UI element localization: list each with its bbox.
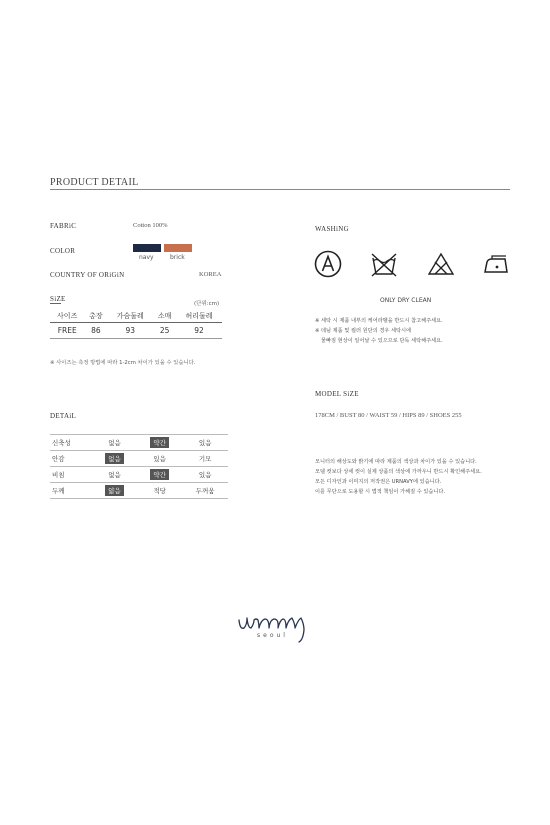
size-table-row: [50, 323, 222, 339]
detail-option-selected: 약간: [137, 435, 182, 451]
no-bleach-icon: [427, 248, 455, 284]
page-title: PRODUCT DETAIL: [50, 177, 139, 188]
detail-option-selected: 얇음: [92, 483, 137, 499]
disclaimer: [315, 457, 482, 497]
navy-swatch: [133, 244, 161, 252]
size-table: [50, 309, 222, 339]
size-cell: 92: [176, 323, 222, 339]
detail-option: 없음: [92, 467, 137, 483]
disclaimer-line: 모델 컷보다 상세 컷이 실제 상품의 색상에 가까우니 반드시 확인해주세요.: [315, 469, 482, 475]
size-note: ※ 사이즈는 측정 방법에 따라 1-2cm 차이가 있을 수 있습니다.: [50, 360, 196, 366]
size-header-cell: 총장: [84, 309, 107, 323]
detail-row: [50, 483, 228, 499]
size-label: SiZE: [50, 295, 66, 303]
detail-option: 적당: [137, 483, 182, 499]
detail-option: 있음: [182, 467, 228, 483]
detail-row-label: 비침: [50, 467, 92, 483]
iron-low-icon: [482, 248, 510, 284]
detail-option: 기모: [182, 451, 228, 467]
origin-value: KOREA: [199, 271, 222, 278]
no-water-wash-icon: [370, 248, 398, 284]
detail-row: [50, 451, 228, 467]
washing-note: 물빠짐 현상이 일어날 수 있으므로 단독 세탁해주세요.: [321, 338, 443, 344]
brand-logo-sub: seoul: [257, 632, 288, 639]
size-header-cell: 가슴둘레: [107, 309, 153, 323]
washing-label: WASHiNG: [315, 225, 349, 233]
title-divider: [50, 189, 510, 190]
size-label-underline: [50, 303, 61, 304]
brick-swatch-label: brick: [170, 254, 185, 261]
navy-swatch-label: navy: [139, 254, 154, 261]
detail-label: DETAiL: [50, 412, 77, 420]
detail-option-selected: 약간: [137, 467, 182, 483]
fabric-label: FABRiC: [50, 222, 77, 230]
model-size-value: 178CM / BUST 80 / WAIST 59 / HIPS 89 / SHOES 255: [315, 412, 462, 419]
detail-option-selected: 없음: [92, 451, 137, 467]
brick-swatch: [164, 244, 192, 252]
color-label: COLOR: [50, 247, 76, 255]
model-size-label: MODEL SiZE: [315, 390, 359, 398]
detail-option: 없음: [92, 435, 137, 451]
detail-row: [50, 467, 228, 483]
fabric-value: Cotton 100%: [133, 222, 168, 229]
detail-option: 있음: [137, 451, 182, 467]
origin-label: COUNTRY OF ORiGiN: [50, 271, 125, 279]
washing-caption: ONLY DRY CLEAN: [380, 297, 432, 304]
size-table-header: [50, 309, 222, 323]
detail-row: [50, 435, 228, 451]
brand-logo: [237, 606, 317, 652]
size-header-cell: 소매: [153, 309, 176, 323]
disclaimer-line: 이를 무단으로 도용할 시 법적 책임이 가해질 수 있습니다.: [315, 489, 446, 495]
detail-option: 있음: [182, 435, 228, 451]
detail-row-label: 안감: [50, 451, 92, 467]
detail-option: 두꺼움: [182, 483, 228, 499]
washing-notes: [315, 316, 443, 346]
size-header-cell: 사이즈: [50, 309, 84, 323]
disclaimer-line: 모니터의 해상도와 밝기에 따라 제품의 색상과 차이가 있을 수 있습니다.: [315, 459, 477, 465]
washing-note: ※ 데님 제품 및 컬러 원단의 경우 세탁시에: [315, 328, 412, 334]
dry-clean-a-icon: [314, 248, 342, 284]
size-cell: 93: [107, 323, 153, 339]
size-unit: (단위:cm): [194, 301, 220, 307]
size-header-cell: 허리둘레: [176, 309, 222, 323]
detail-row-label: 두께: [50, 483, 92, 499]
size-cell: FREE: [50, 323, 84, 339]
detail-row-label: 신축성: [50, 435, 92, 451]
size-cell: 86: [84, 323, 107, 339]
washing-note: ※ 세탁 시 제품 내부의 케어라벨을 반드시 참고해주세요.: [315, 318, 443, 324]
size-cell: 25: [153, 323, 176, 339]
detail-table: [50, 434, 228, 499]
disclaimer-line: 모든 디자인과 이미지의 저작권은 URNAVY에 있습니다.: [315, 479, 442, 485]
